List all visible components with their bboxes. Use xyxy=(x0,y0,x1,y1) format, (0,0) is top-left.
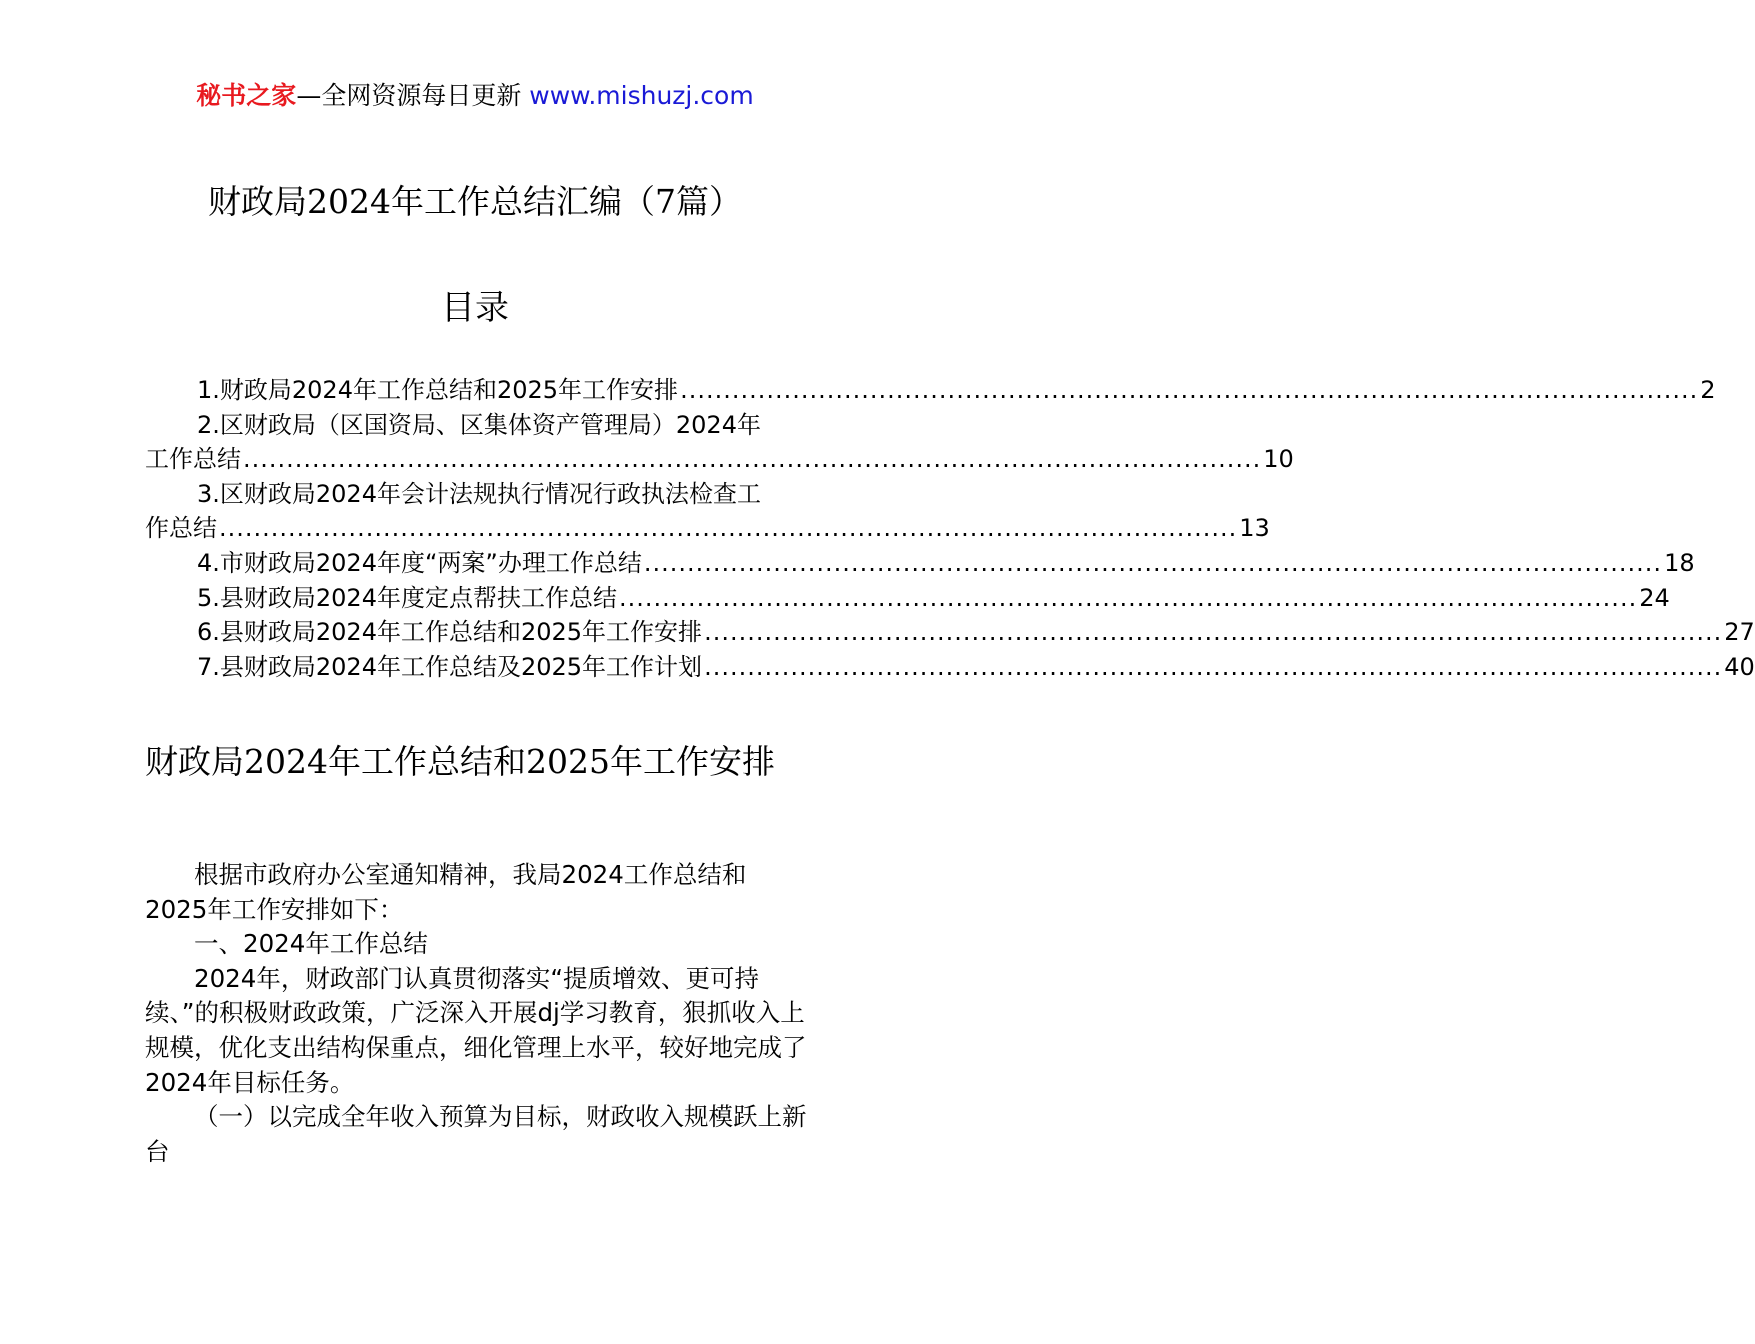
dot-leader: ...................................................................................................................... xyxy=(643,548,1663,577)
toc-entry-3[interactable] xyxy=(145,477,1270,546)
toc-page-number: 40 xyxy=(1724,652,1755,681)
brand-name: 秘书之家 xyxy=(196,81,297,110)
toc-entry-text: 1.财政局2024年工作总结和2025年工作安排 xyxy=(197,376,679,404)
toc-entry-2[interactable] xyxy=(145,408,1294,477)
toc-entry-text: 5.县财政局2024年度定点帮扶工作总结 xyxy=(197,583,617,612)
toc-entry-text: 6.县财政局2024年工作总结和2025年工作安排 xyxy=(197,618,703,647)
toc-page-number: 24 xyxy=(1639,583,1670,612)
body-paragraph: 2024年，财政部门认真贯彻落实“提质增效、更可持续、”的积极财政政策，广泛深入开展dj学习教育，狠抓收入上规模，优化支出结构保重点，细化管理上水平，较好地完成了2024年目标任务。 xyxy=(145,963,807,1097)
header-tagline: —全网资源每日更新 xyxy=(296,81,522,110)
dot-leader: ...................................................................................................................... xyxy=(680,376,1699,404)
toc-entry-6[interactable] xyxy=(145,615,1755,650)
body-subheading: （一）以完成全年收入预算为目标，财政收入规模跃上新台 xyxy=(145,1102,807,1166)
toc-page-number: 18 xyxy=(1664,548,1695,577)
dot-leader: ...................................................................................................................... xyxy=(219,514,1238,543)
toc-entry-text-cont: 作总结 xyxy=(145,514,217,543)
toc-entry-text: 3.区财政局2024年会计法规执行情况行政执法检查工 xyxy=(197,479,761,508)
toc-entry-7[interactable] xyxy=(145,650,1755,685)
table-of-contents xyxy=(145,373,1755,684)
toc-entry-4[interactable] xyxy=(145,546,1695,581)
dot-leader: ...................................................................................................................... xyxy=(243,445,1262,474)
toc-entry-text-cont: 工作总结 xyxy=(145,445,241,474)
toc-page-number: 10 xyxy=(1263,445,1294,474)
toc-page-number: 2 xyxy=(1700,376,1716,404)
toc-entry-text: 2.区财政局（区国资局、区集体资产管理局）2024年 xyxy=(197,410,761,439)
toc-heading: 目录 xyxy=(441,288,509,328)
document-title: 财政局2024年工作总结汇编（7篇） xyxy=(208,182,742,221)
site-header xyxy=(0,80,950,112)
toc-entry-1[interactable] xyxy=(145,373,1716,408)
dot-leader: ...................................................................................................................... xyxy=(704,652,1723,681)
section-title: 财政局2024年工作总结和2025年工作安排 xyxy=(145,742,775,781)
toc-entry-text: 4.市财政局2024年度“两案”办理工作总结 xyxy=(197,548,642,577)
toc-entry-5[interactable] xyxy=(145,581,1670,616)
site-url-link[interactable]: www.mishuzj.com xyxy=(529,81,754,110)
body-paragraph-intro: 根据市政府办公室通知精神，我局2024工作总结和2025年工作安排如下： xyxy=(145,860,747,924)
toc-page-number: 13 xyxy=(1239,514,1270,543)
toc-page-number: 27 xyxy=(1724,618,1755,647)
dot-leader: ...................................................................................................................... xyxy=(618,583,1638,612)
body-heading-1: 一、2024年工作总结 xyxy=(194,929,428,959)
dot-leader: ...................................................................................................................... xyxy=(704,618,1723,647)
toc-entry-text: 7.县财政局2024年工作总结及2025年工作计划 xyxy=(197,652,703,681)
section-body xyxy=(145,858,807,1169)
